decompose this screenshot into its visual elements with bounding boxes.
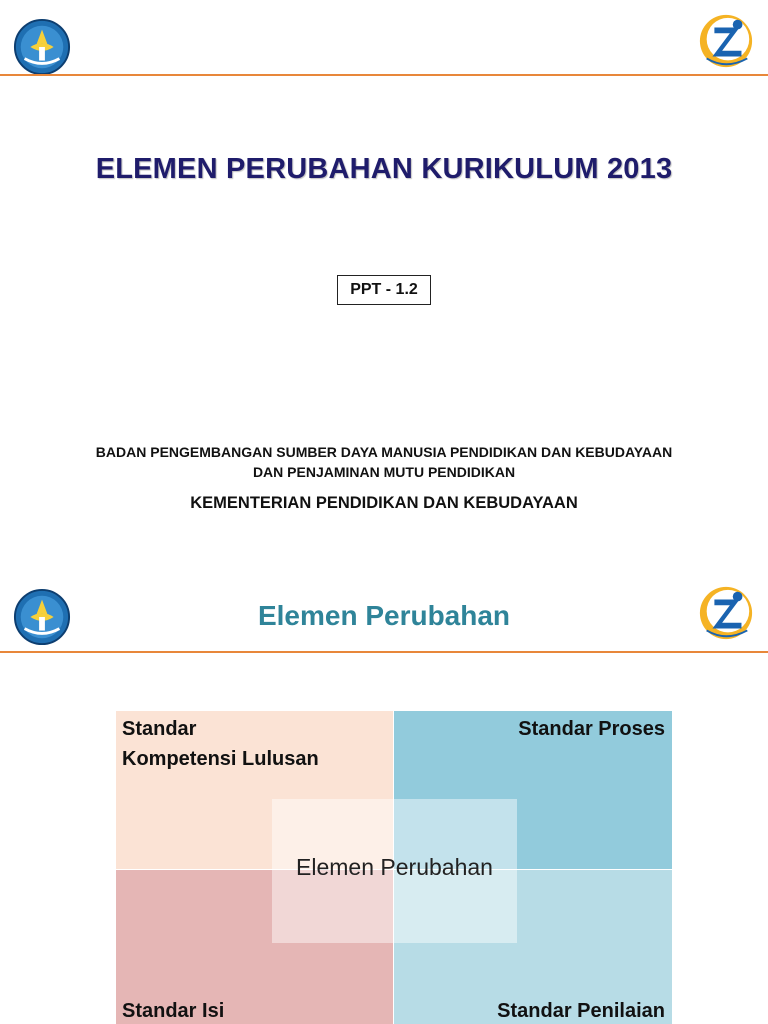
quadrant-label: Standar Penilaian	[497, 1000, 665, 1022]
organization-line-1: BADAN PENGEMBANGAN SUMBER DAYA MANUSIA PENDIDIKAN DAN KEBUDAYAAN	[95, 444, 673, 460]
quadrant-label: Standar Isi	[122, 1000, 225, 1022]
quadrant-diagram	[116, 711, 672, 1024]
kurikulum-2013-logo-icon	[697, 12, 755, 72]
header-divider	[0, 651, 768, 653]
tut-wuri-handayani-emblem-icon	[13, 18, 71, 76]
center-element-box	[272, 799, 517, 943]
quadrant-label: Standar Kompetensi Lulusan	[122, 718, 319, 770]
quadrant-label: Standar Proses	[518, 718, 665, 740]
organization-line-2: DAN PENJAMINAN MUTU PENDIDIKAN	[252, 464, 516, 480]
ministry-name: KEMENTERIAN PENDIDIKAN DAN KEBUDAYAAN	[190, 494, 578, 512]
slide-title: Elemen Perubahan	[257, 600, 511, 631]
header-divider	[0, 74, 768, 76]
slide-elemen-perubahan	[0, 576, 768, 1024]
document-code-box: PPT - 1.2	[337, 275, 431, 305]
center-label: Elemen Perubahan	[296, 854, 493, 880]
page-title: ELEMEN PERUBAHAN KURIKULUM 2013	[95, 153, 673, 185]
